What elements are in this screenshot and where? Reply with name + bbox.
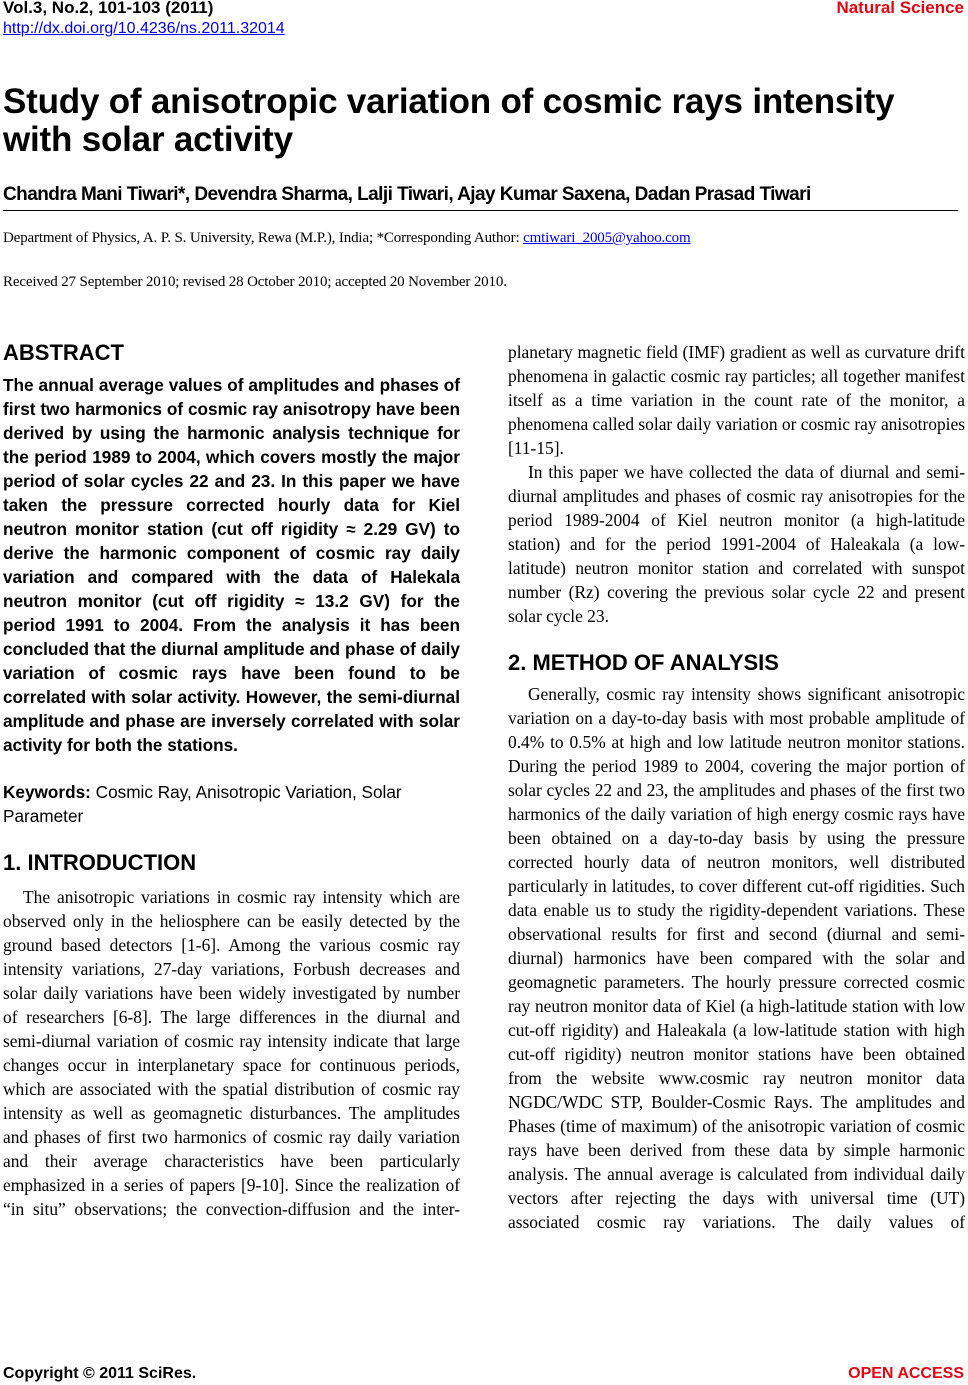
keywords-label: Keywords:	[3, 782, 91, 802]
abstract-text: The annual average values of amplitudes and phases of first two harmonics of cosmic ray anisotropy have been derived by using the harmonic analysis technique for the period 1989 to 2004, which covers mostly the major period of solar cycles 22 and 23. In this paper we have taken the pressure corrected hourly data for Kiel neutron monitor station (cut off rigidity ≈ 2.29 GV) to derive the harmonic component of cosmic ray daily variation and compared with the data of Halekala neutron monitor (cut off rigidity ≈ 13.2 GV) for the period 1991 to 2004. From the analysis it has been concluded that the diurnal amplitude and phase of daily variation of cosmic rays have been found to be correlated with solar activity. However, the semi-diurnal amplitude and phase are inversely correlated with solar activity for both the stations.	[3, 375, 460, 755]
author-list: Chandra Mani Tiwari*, Devendra Sharma, Lalji Tiwari, Ajay Kumar Saxena, Dadan Prasad Tiwari	[3, 184, 811, 205]
open-access-label: OPEN ACCESS	[848, 1365, 964, 1382]
keywords-list: Cosmic Ray, Anisotropic Variation, Solar Parameter	[3, 782, 402, 826]
introduction-paragraph-2: In this paper we have collected the data of diurnal and semi-diurnal amplitudes and phases of cosmic ray anisotropies for the period 1989-2004 of Kiel neutron monitor (a high-latitude station) and for the period 1991-2004 of Haleakala (a low-latitude) neutron monitor station and correlated with sunspot number (Rz) covering the previous solar cycle 22 and present solar cycle 23.	[508, 462, 965, 626]
keywords	[3, 780, 460, 828]
introduction-heading: 1. INTRODUCTION	[3, 850, 197, 875]
abstract-heading: ABSTRACT	[3, 340, 124, 365]
journal-name: Natural Science	[836, 0, 964, 17]
right-column	[508, 340, 965, 1234]
copyright-notice: Copyright © 2011 SciRes.	[3, 1365, 197, 1382]
paper-title: Study of anisotropic variation of cosmic rays intensity with solar activity	[3, 82, 895, 159]
method-paragraph-1: Generally, cosmic ray intensity shows significant anisotropic variation on a day-to-day basis with most probable amplitude of 0.4% to 0.5% at high and low latitude neutron monitor stations. During the period 1989 to 2004, covering the major portion of solar cycles 22 and 23, the amplitudes and phases of the first two harmonics of the daily variation of high energy cosmic rays have been obtained on a day-to-day basis by using the pressure corrected hourly data of neutron monitors, well distributed particularly in latitudes, to cover different cut-off rigidities. Such data enable us to study the rigidity-dependent variations. These observational results for first and second (diurnal and semi-diurnal) harmonics have been compared with the solar and geomagnetic parameters. The hourly pressure corrected cosmic ray neutron monitor data of Kiel (a high-latitude station with low cut-off rigidity) and Haleakala (a low-latitude station with high cut-off rigidity) neutron monitor stations have been obtained from the website www.cosmic ray neutron monitor data NGDC/WDC STP, Boulder-Cosmic Rays. The amplitudes and Phases (time of maximum) of the anisotropic variation of cosmic rays have been derived from these data by simple harmonic analysis. The annual average is calculated from individual daily vectors after rejecting the days with universal time (UT) associated cosmic ray variations. The daily values of	[508, 684, 965, 1232]
affiliation	[3, 228, 691, 248]
author-divider	[3, 210, 958, 211]
introduction-paragraph-1-continued: planetary magnetic field (IMF) gradient as well as curvature drift phenomena in galactic cosmic ray particles; all together manifest itself as a time variation in the count rate of the monitor, a phenomena called solar daily variation or cosmic ray anisotropies [11-15].	[508, 342, 965, 458]
method-heading: 2. METHOD OF ANALYSIS	[508, 650, 779, 675]
doi-link[interactable]: http://dx.doi.org/10.4236/ns.2011.32014	[3, 20, 285, 37]
corresponding-email-link[interactable]: cmtiwari_2005@yahoo.com	[523, 230, 691, 246]
affiliation-text: Department of Physics, A. P. S. University, Rewa (M.P.), India; *Corresponding Author:	[3, 230, 524, 246]
introduction-paragraph-1: The anisotropic variations in cosmic ray intensity which are observed only in the heliosphere can be easily detected by the ground based detectors [1-6]. Among the various cosmic ray intensity variations, 27-day variations, Forbush decreases and solar daily variations have been widely investigated by number of researchers [6-8]. The large differences in the diurnal and semi-diurnal variation of cosmic ray intensity indicate that large changes occur in interplanetary space for continuous periods, which are associated with the spatial distribution of cosmic ray intensity as well as geomagnetic disturbances. The amplitudes and phases of first two harmonics of cosmic ray daily variation and their average characteristics have been particularly emphasized in a series of papers [9-10]. Since the realization of “in situ” observations; the convection-diffusion and the inter-	[3, 887, 460, 1219]
received-dates: Received 27 September 2010; revised 28 October 2010; accepted 20 November 2010.	[3, 274, 507, 290]
journal-volume-info: Vol.3, No.2, 101-103 (2011)	[3, 0, 214, 17]
left-column	[3, 339, 460, 1221]
